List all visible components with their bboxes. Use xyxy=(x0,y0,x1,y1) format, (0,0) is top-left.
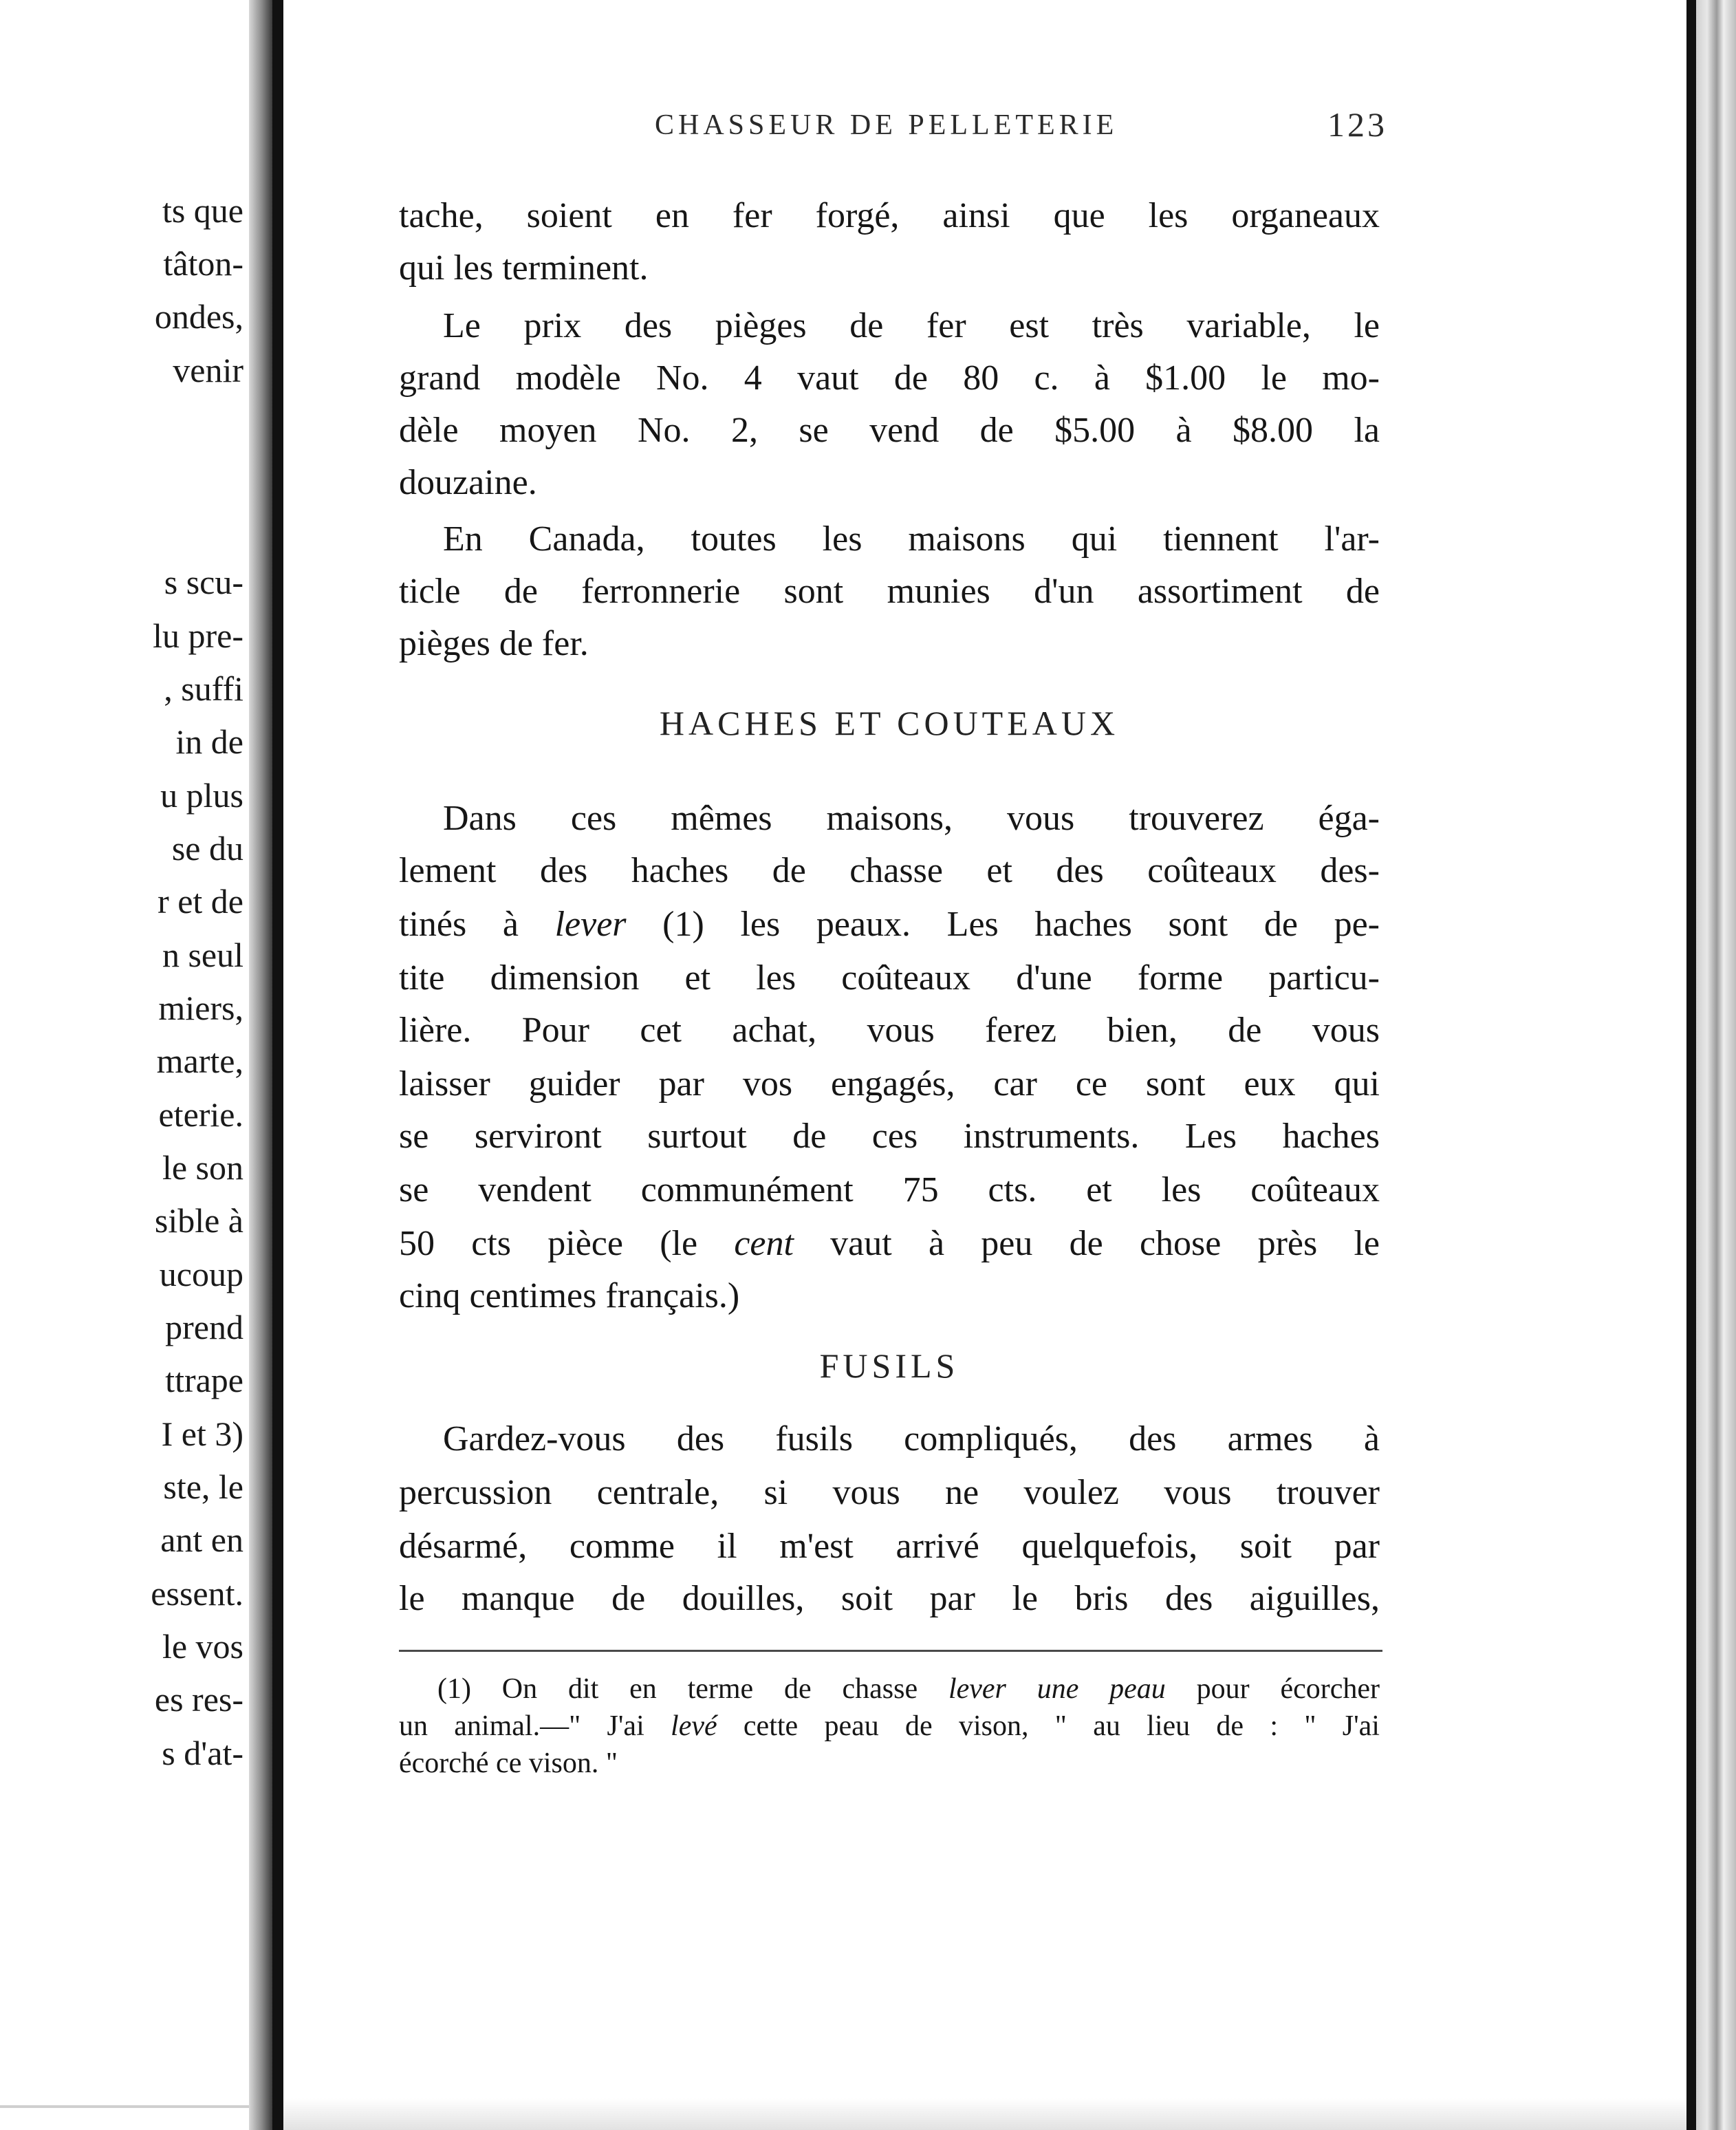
left-page-line: ttrape xyxy=(165,1361,243,1399)
body-line: lement des haches de chasse et des coûteaux des- xyxy=(399,851,1380,890)
left-page-fragment xyxy=(0,0,249,2130)
body-line: qui les terminent. xyxy=(399,248,649,288)
right-page xyxy=(283,0,1686,2130)
body-line: douzaine. xyxy=(399,463,537,502)
left-page-line: miers, xyxy=(158,989,243,1027)
body-line: ticle de ferronnerie sont munies d'un assortiment de xyxy=(399,572,1380,611)
italic-term: cent xyxy=(734,1224,794,1263)
body-text: vaut à peu de chose près le xyxy=(793,1224,1380,1263)
left-page-line: s scu- xyxy=(164,563,243,601)
left-page-line: eterie. xyxy=(158,1095,243,1134)
page-number: 123 xyxy=(1327,105,1387,144)
body-line xyxy=(399,899,1380,951)
page-binding-edge xyxy=(272,0,283,2130)
left-page-line: s d'at- xyxy=(162,1734,243,1772)
left-page-line: sible à xyxy=(154,1201,243,1240)
left-page-line: r et de xyxy=(158,882,243,921)
left-page-line: ucoup xyxy=(159,1255,243,1293)
left-page-bottom-edge xyxy=(0,2105,254,2108)
left-page-line: n seul xyxy=(162,936,243,974)
body-line: Dans ces mêmes maisons, vous trouverez éga- xyxy=(443,799,1380,838)
footnote-line xyxy=(399,1708,1380,1745)
left-page-line: marte, xyxy=(156,1042,243,1080)
footnote-text: (1) On dit en terme de chasse xyxy=(437,1673,948,1705)
left-page-line: lu pre- xyxy=(153,616,243,655)
left-page-line: u plus xyxy=(160,776,243,815)
body-line: percussion centrale, si vous ne voulez vous trouver xyxy=(399,1473,1380,1512)
body-line: Gardez-vous des fusils compliqués, des armes à xyxy=(443,1419,1380,1459)
body-line: laisser guider par vos engagés, car ce sont eux qui xyxy=(399,1064,1380,1104)
left-page-line: se du xyxy=(171,829,243,868)
left-page-line: le vos xyxy=(162,1627,243,1666)
body-line: cinq centimes français.) xyxy=(399,1276,740,1315)
left-page-line: venir xyxy=(173,351,243,389)
footnote-line: écorché ce vison. " xyxy=(399,1747,618,1779)
left-page-line: ant en xyxy=(160,1520,243,1559)
footnote-text: un animal.—" J'ai xyxy=(399,1710,671,1742)
bottom-page-shadow xyxy=(283,2098,1686,2130)
section-heading-haches: HACHES ET COUTEAUX xyxy=(659,704,1120,742)
left-page-line: ste, le xyxy=(163,1467,243,1506)
footnote-text: pour écorcher xyxy=(1165,1673,1380,1705)
gutter-shadow xyxy=(249,0,272,2130)
left-page-line: in de xyxy=(175,722,243,761)
footnote-line xyxy=(437,1670,1380,1708)
italic-term: levé xyxy=(671,1710,717,1742)
italic-term: lever une peau xyxy=(948,1673,1166,1705)
footnote-text: cette peau de vison, " au lieu de : " J'ai xyxy=(717,1710,1380,1742)
body-text: tinés à xyxy=(399,905,555,944)
body-line: dèle moyen No. 2, se vend de $5.00 à $8.00 la xyxy=(399,411,1380,450)
left-page-line: le son xyxy=(162,1148,243,1187)
fore-edge-shadow xyxy=(1686,0,1736,2130)
left-page-line: essent. xyxy=(151,1574,243,1613)
left-page-line: prend xyxy=(165,1308,243,1346)
left-page-line: ts que xyxy=(162,191,243,230)
body-line xyxy=(399,1218,1380,1270)
footnote-rule xyxy=(399,1650,1382,1652)
italic-term: lever xyxy=(554,905,627,944)
left-page-line: I et 3) xyxy=(161,1414,243,1453)
left-page-line: ondes, xyxy=(154,297,243,336)
running-head: CHASSEUR DE PELLETERIE xyxy=(655,109,1118,141)
body-line: le manque de douilles, soit par le bris des aiguilles, xyxy=(399,1579,1380,1618)
body-line: grand modèle No. 4 vaut de 80 c. à $1.00 le mo- xyxy=(399,358,1380,398)
body-line: tache, soient en fer forgé, ainsi que les organeaux xyxy=(399,196,1380,235)
body-line: tite dimension et les coûteaux d'une forme particu- xyxy=(399,958,1380,998)
body-line: désarmé, comme il m'est arrivé quelquefois, soit par xyxy=(399,1527,1380,1566)
body-line: En Canada, toutes les maisons qui tiennent l'ar- xyxy=(443,519,1380,559)
body-line: se vendent communément 75 cts. et les coûteaux xyxy=(399,1170,1380,1209)
body-line: pièges de fer. xyxy=(399,624,589,663)
left-page-line: es res- xyxy=(154,1680,243,1719)
body-line: lière. Pour cet achat, vous ferez bien, de vous xyxy=(399,1011,1380,1050)
body-line: se serviront surtout de ces instruments. Les haches xyxy=(399,1117,1380,1156)
left-page-line: , suffi xyxy=(164,669,243,708)
body-line: Le prix des pièges de fer est très variable, le xyxy=(443,306,1380,345)
body-text: (1) les peaux. Les haches sont de pe- xyxy=(626,905,1380,944)
section-heading-fusils: FUSILS xyxy=(819,1346,959,1385)
left-page-line: tâton- xyxy=(163,244,243,283)
body-text: 50 cts pièce (le xyxy=(399,1224,735,1263)
